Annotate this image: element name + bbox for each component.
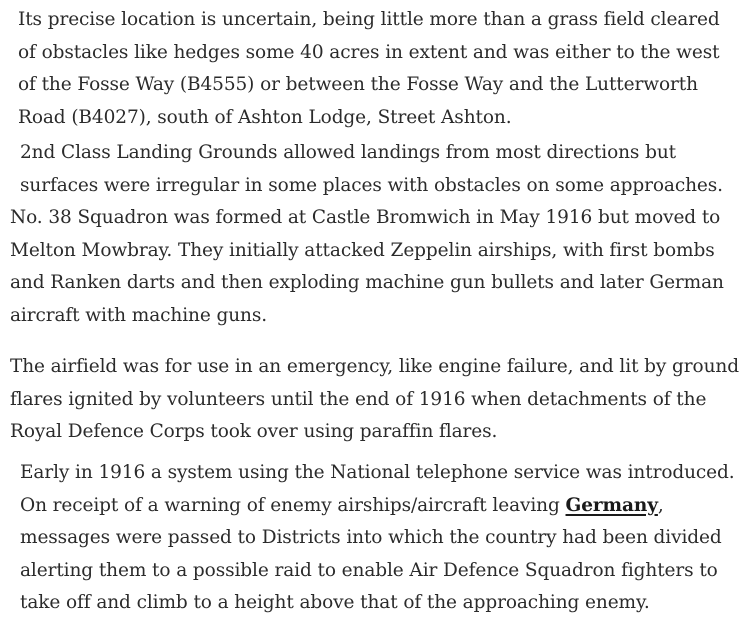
germany-link[interactable]: Germany xyxy=(565,494,658,516)
paragraph-text-after-link: , messages were passed to Districts into which the country had been divided alerting them to a possible raid to enable Air Defence Squadron fighters to take off and climb to a height above that of the approaching enemy. xyxy=(20,494,722,613)
paragraph-airfield-use: The airfield was for use in an emergency, like engine failure, and lit by ground flares ignited by volunteers until the end of 1916 when detachments of the Royal Defence Corps took over using paraffin flares. xyxy=(10,356,739,442)
paragraph-text-before-link: Early in 1916 a system using the National telephone service was introduced. On receipt of a warning of enemy airships/aircraft leaving xyxy=(20,462,735,516)
paragraph-warning-system xyxy=(20,457,745,620)
paragraph-landing-grounds: 2nd Class Landing Grounds allowed landings from most directions but surfaces were irregular in some places with obstacles on some approaches. xyxy=(20,142,723,196)
paragraph-location: Its precise location is uncertain, being little more than a grass field cleared of obstacles like hedges some 40 acres in extent and was either to the west of the Fosse Way (B4555) or between the Fosse Way and the Lutterworth Road (B4027), south of Ashton Lodge, Street Ashton. xyxy=(18,9,720,128)
paragraph-squadron: No. 38 Squadron was formed at Castle Bromwich in May 1916 but moved to Melton Mowbray. They initially attacked Zeppelin airships, with first bombs and Ranken darts and then exploding machine gun bullets and later German aircraft with machine guns. xyxy=(10,207,724,326)
